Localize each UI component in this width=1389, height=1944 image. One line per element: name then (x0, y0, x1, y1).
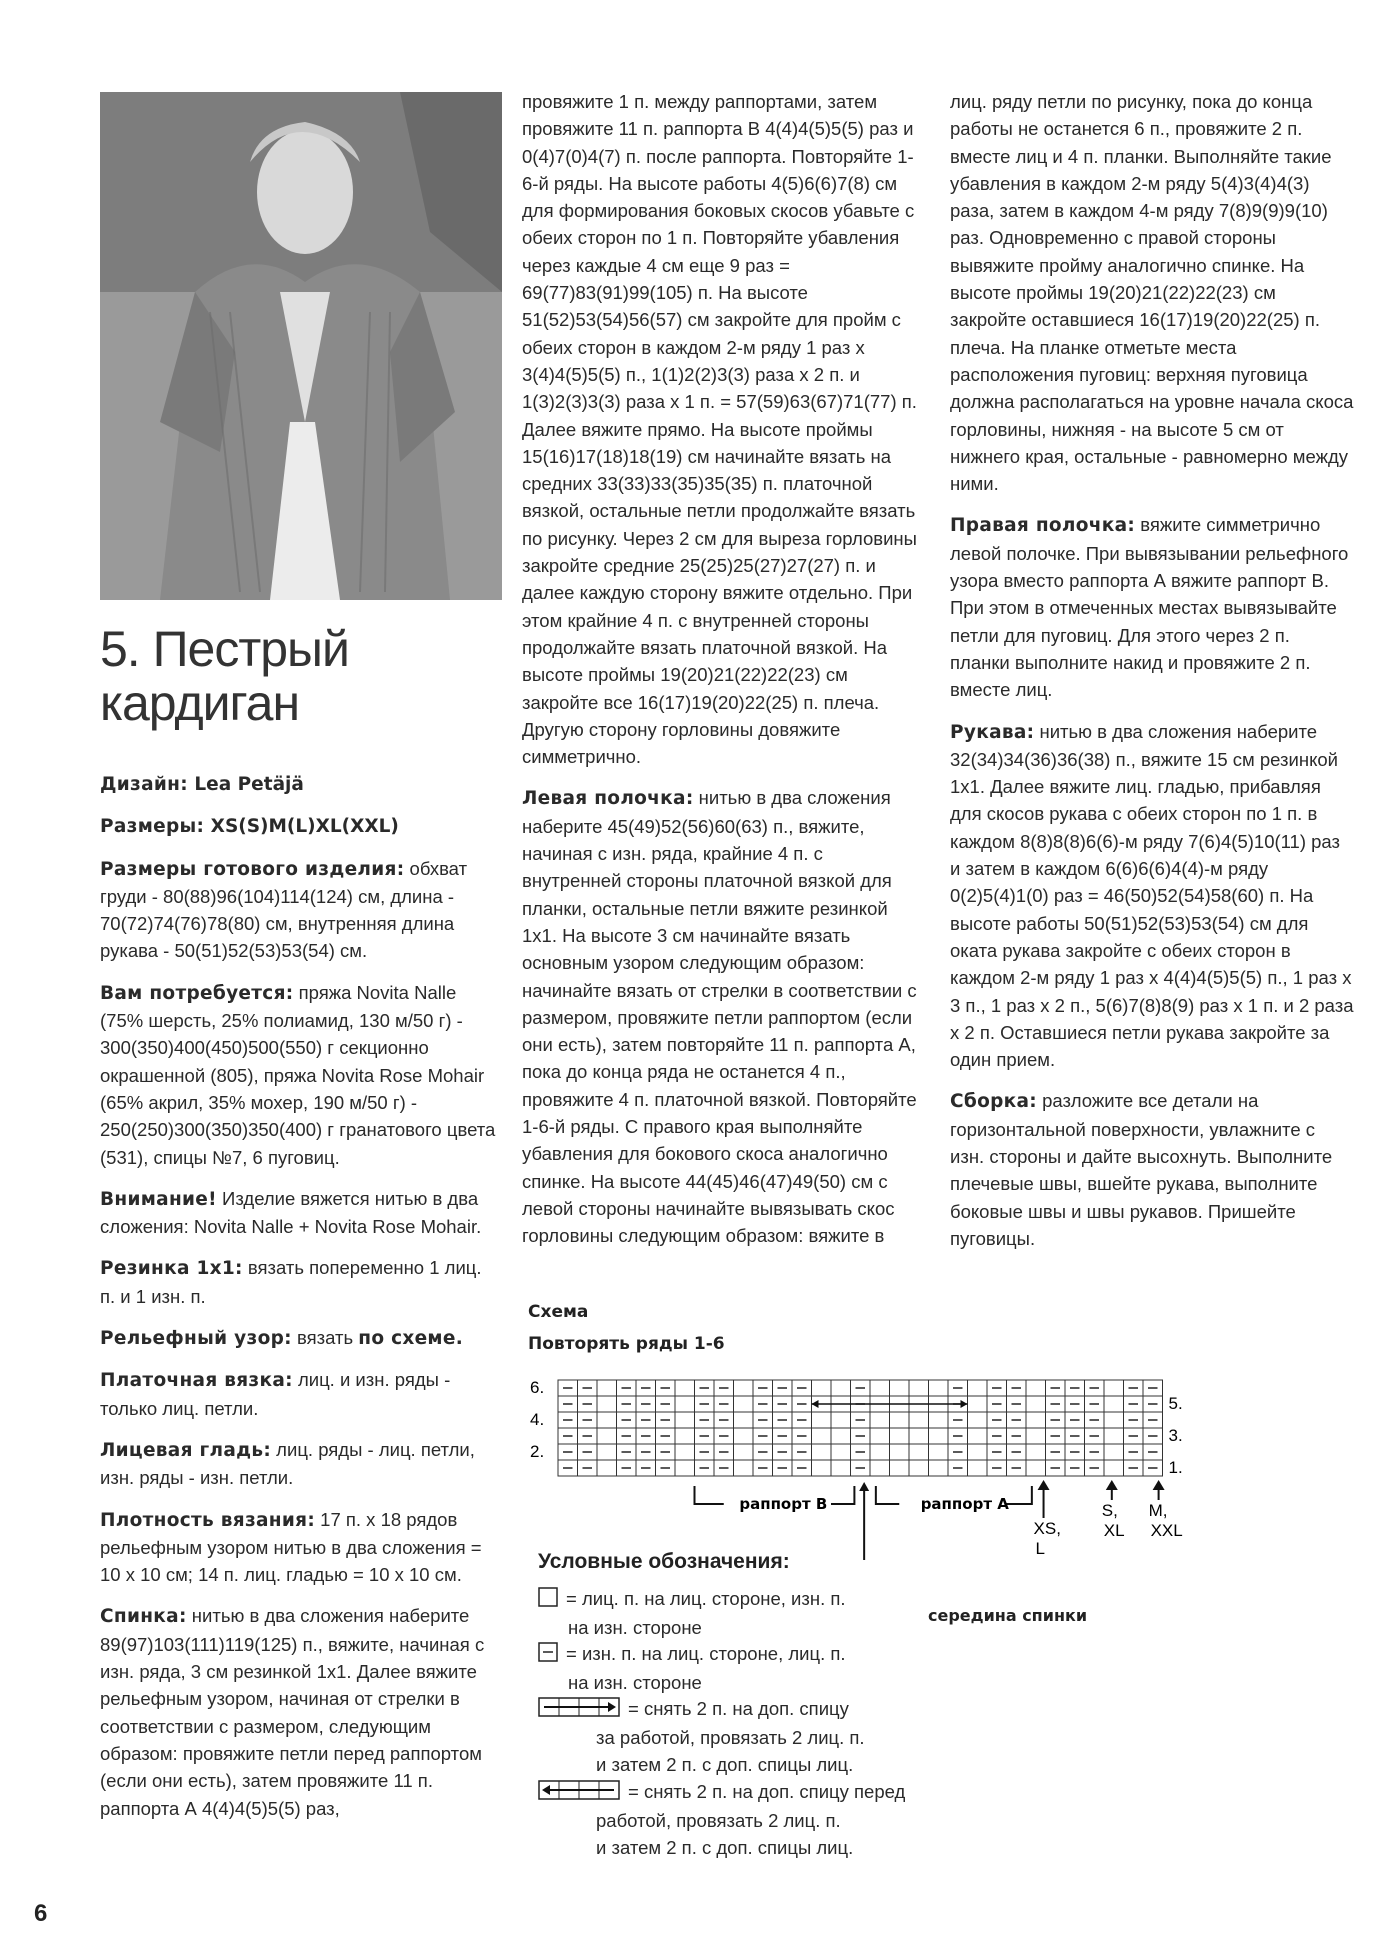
chart-cell (870, 1380, 890, 1396)
rapport-b-label: раппорт В (739, 1495, 828, 1513)
chart-cell (909, 1412, 929, 1428)
chart-cell (968, 1460, 988, 1476)
col2-paragraph (522, 88, 926, 770)
chart-cell (1026, 1460, 1046, 1476)
chart-cell (929, 1412, 949, 1428)
chart-cell (1104, 1428, 1124, 1444)
section-text: вяжите симметрично левой полочке. При вывязывании рельефного узора вместо раппорта А вяжите раппорт В. При этом в отмеченных местах вывязывайте петли для пуговиц. Для этого через 2 п. планки выполните накид и провяжите 2 п. вместе лиц. (950, 514, 1349, 701)
chart-cell (734, 1412, 754, 1428)
col1-paragraph (100, 1324, 500, 1352)
chart-cell (929, 1460, 949, 1476)
col3-paragraph (950, 1087, 1354, 1252)
size-label: XXL (1150, 1521, 1183, 1540)
col3-paragraph (950, 88, 1354, 497)
section-text: нитью в два сложения наберите 32(34)34(36)36(38) п., вяжите 15 см резинкой 1x1. Далее вяжите лиц. гладью, прибавляя для скосов рукава с обеих сторон по 1 п. в каждом 8(8)8(8)6(6)-м ряду 7(6)4(5)10(11) раз и затем в каждом 6(6)6(6)4(4)-м ряду 0(2)5(4)1(0) раз = 46(50)52(54)58(60) п. На высоте работы 50(51)52(53)53(54) см для оката рукава закройте с обеих сторон в каждом 2-м ряду 1 раз x 4(4)4(5)5(5) п., 1 раз x 3 п., 1 раз x 2 п., 5(6)7(8)8(9) раз x 1 п. и 2 раза x 2 п. Оставшиеся петли рукава закройте за один прием. (950, 720, 1354, 1071)
legend-text: работой, провязать 2 лиц. п. (596, 1809, 841, 1831)
col1-paragraph (100, 979, 500, 1171)
chart-cell (1104, 1380, 1124, 1396)
column-1 (100, 770, 500, 1836)
section-text: разложите все детали на горизонтальной поверхности, увлажните с изн. стороны и дайте высохнуть. Выполните плечевые швы, вшейте рукава, выполните боковые швы и швы рукавов. Пришейте пуговицы. (950, 1090, 1333, 1249)
chart-cell (597, 1396, 617, 1412)
chart-cell (1026, 1380, 1046, 1396)
section-text: лиц. ряду петли по рисунку, пока до конца работы не останется 6 п., провяжите 2 п. вместе лиц и 4 п. планки. Выполняйте такие убавления в каждом 2-м ряду 5(4)3(4)4(3) раза, затем в каждом 4-м ряду 7(8)9(9)9(10) раз. Одновременно с правой стороны вывяжите пройму аналогично спинке. На высоте проймы 19(20)21(22)22(23) см закройте оставшиеся 16(17)19(20)22(25) п. плеча. На планке отметьте места расположения пуговиц: верхняя пуговица должна располагаться на уровне начала скоса горловины, нижняя - на высоте 5 см от нижнего края, остальные - равномерно между ними. (950, 91, 1354, 495)
rapport-b-bracket (831, 1486, 854, 1504)
column-3 (950, 88, 1354, 1266)
section-text: лиц. и изн. ряды - только лиц. петли. (100, 1369, 451, 1419)
section-heading: Рукава: (950, 721, 1035, 743)
legend-text: = снять 2 п. на доп. спицу перед (628, 1781, 906, 1802)
legend-text: = снять 2 п. на доп. спицу (628, 1698, 849, 1719)
section-text: пряжа Novita Nalle (75% шерсть, 25% полиамид, 130 м/50 г) - 300(350)400(450)500(550) г секционно окрашенной (805), пряжа Novita Rose Mohair (65% акрил, 35% мохер, 190 м/50 г) - 250(250)300(350)350(400) г гранатового цвета (531), спицы №7, 6 пуговиц. (100, 981, 496, 1168)
legend-text: за работой, провязать 2 лиц. п. (596, 1726, 865, 1748)
section-text: нитью в два сложения наберите 45(49)52(56)60(63) п., вяжите, начиная с изн. ряда, крайние 4 п. с внутренней стороны платочной вязкой для планки, остальные петли вяжите резинкой 1x1. На высоте 3 см начинайте вязать основным узором следующим образом: начинайте вязать от стрелки в соответствии с размером, провяжите петли раппортом (если они есть), затем повторяйте 11 п. раппорта А, пока до конца ряда не останется 4 п., провяжите 4 п. платочной вязкой. Повторяйте 1-6-й ряды. С правого края выполняйте убавления для бокового скоса аналогично спинке. На высоте 44(45)46(47)49(50) см с левой стороны начинайте вывязывать скос горловины следующим образом: вяжите в (522, 787, 917, 1247)
section-heading: Рельефный узор: (100, 1328, 292, 1350)
chart-cell (597, 1460, 617, 1476)
chart-cell (675, 1380, 695, 1396)
chart-repeat-note: Повторять ряды 1-6 (528, 1334, 725, 1354)
row-label-right: 3. (1168, 1426, 1183, 1445)
size-label: XL (1103, 1521, 1125, 1540)
section-text: Изделие вяжется нитью в два сложения: Novita Nalle + Novita Rose Mohair. (100, 1187, 482, 1238)
back-center-label: середина спинки (928, 1606, 1088, 1625)
chart-cell (812, 1444, 832, 1460)
rapport-a-label: раппорт А (920, 1495, 1009, 1513)
section-heading: Платочная вязка: (100, 1370, 293, 1392)
center-arrow (859, 1482, 869, 1491)
col1-paragraph (100, 770, 500, 798)
section-heading: Резинка 1x1: (100, 1258, 243, 1280)
section-text: вязать (291, 1327, 359, 1349)
chart-cell (675, 1412, 695, 1428)
chart-cell (1104, 1460, 1124, 1476)
legend-item (538, 1695, 865, 1778)
chart-caption: Схема (528, 1302, 589, 1322)
legend-item (538, 1585, 846, 1641)
col1-paragraph (100, 1254, 500, 1310)
legend-text: = изн. п. на лиц. стороне, лиц. п. (566, 1643, 846, 1664)
chart-cell (1104, 1412, 1124, 1428)
section-heading: Размеры готового изделия: (100, 858, 405, 880)
chart-cell (1104, 1396, 1124, 1412)
section-heading: Вам потребуется: (100, 982, 294, 1004)
chart-cell (734, 1396, 754, 1412)
chart-cell (890, 1380, 910, 1396)
cable-right-icon (538, 1697, 620, 1724)
rapport-a-bracket (876, 1486, 899, 1504)
col1-paragraph (100, 1366, 500, 1422)
chart-cell (675, 1428, 695, 1444)
section-text: Lea Petäjä (187, 774, 304, 795)
col1-paragraph (100, 1506, 500, 1589)
chart-cell (968, 1380, 988, 1396)
size-label: XS, (1033, 1519, 1061, 1538)
section-heading: Дизайн: (100, 774, 188, 795)
legend-text: на изн. стороне (568, 1671, 702, 1693)
chart-cell (890, 1412, 910, 1428)
knitting-chart (520, 1360, 1360, 1560)
chart-cell (929, 1380, 949, 1396)
size-label: S, (1101, 1501, 1118, 1520)
chart-cell (870, 1444, 890, 1460)
section-heading: Правая полочка: (950, 515, 1136, 537)
page-number: 6 (34, 1900, 48, 1927)
col2-paragraph (522, 784, 926, 1249)
chart-cell (675, 1444, 695, 1460)
chart-cell (597, 1428, 617, 1444)
chart-cell (597, 1444, 617, 1460)
chart-cell (831, 1444, 851, 1460)
row-label-left: 2. (530, 1442, 545, 1461)
chart-cell (812, 1380, 832, 1396)
col1-paragraph (100, 855, 500, 965)
section-text: провяжите 1 п. между раппортами, затем провяжите 11 п. раппорта В 4(4)4(5)5(5) раз и 0(4)7(0)4(7) п. после раппорта. Повторяйте 1-6-й ряды. На высоте работы 4(5)6(6)7(8) см для формирования боковых скосов убавьте с обеих сторон по 1 п. Повторяйте убавления через каждые 4 см еще 9 раз = 69(77)83(91)99(105) п. На высоте 51(52)53(54)56(57) см закройте для пройм с обеих сторон в каждом 2-м ряду 1 раз x 3(4)4(5)5(5) п., 1(1)2(2)3(3) раза x 2 п. и 1(3)2(3)3(3) раза x 1 п. = 57(59)63(67)71(77) п. Далее вяжите прямо. На высоте проймы 15(16)17(18)18(19) см начинайте вязать на средних 33(33)33(35)35(35) п. платочной вязкой, остальные петли продолжайте вязать по рисунку. Через 2 см для выреза горловины закройте средние 25(25)25(27)27(27) п. и далее каждую сторону вяжите отдельно. При этом крайние 4 п. с внутренней стороны продолжайте вязать платочной вязкой. На высоте проймы 19(20)21(22)22(23) см закройте все 16(17)19(20)22(25) п. плеча. Другую сторону горловины довяжите симметрично. (522, 91, 917, 768)
legend-text: и затем 2 п. с доп. спицы лиц. (596, 1836, 854, 1858)
section-text: 17 п. x 18 рядов рельефным узором нитью в два сложения = 10 x 10 см; 14 п. лиц. гладью = 10 x 10 см. (100, 1508, 482, 1586)
size-arrow-head (1153, 1480, 1165, 1490)
chart-cell (831, 1412, 851, 1428)
chart-cell (870, 1428, 890, 1444)
size-arrow-head (1106, 1480, 1118, 1490)
section-heading: Спинка: (100, 1606, 187, 1628)
chart-cell (909, 1460, 929, 1476)
chart-cell (831, 1460, 851, 1476)
chart-cell (1026, 1412, 1046, 1428)
section-text: нитью в два сложения наберите 89(97)103(111)119(125) п., вяжите, начиная с изн. ряда, 3 см резинкой 1x1. Далее вяжите рельефным узором, начиная от стрелки в соответствии с размером, следующим образом: провяжите петли перед раппортом (если они есть), затем провяжите 11 п. раппорта А 4(4)4(5)5(5) раз, (100, 1605, 485, 1819)
title-line-2: кардиган (100, 675, 300, 731)
chart-cell (831, 1428, 851, 1444)
chart-cell (1026, 1444, 1046, 1460)
dash-square-icon (538, 1642, 558, 1669)
chart-cell (890, 1444, 910, 1460)
cardigan-photo (100, 92, 502, 600)
row-label-right: 1. (1168, 1458, 1183, 1477)
chart-cell (909, 1380, 929, 1396)
row-label-right: 5. (1168, 1394, 1183, 1413)
chart-cell (968, 1444, 988, 1460)
chart-cell (812, 1460, 832, 1476)
rapport-b-bracket (695, 1486, 724, 1504)
section-text: лиц. ряды - лиц. петли, изн. ряды - изн. петли. (100, 1438, 475, 1489)
section-text: XS(S)M(L)XL(XXL) (204, 816, 399, 838)
chart-cell (890, 1460, 910, 1476)
empty-square-icon (538, 1587, 558, 1614)
section-heading: Плотность вязания: (100, 1509, 316, 1531)
legend-item (538, 1640, 846, 1696)
page-title (100, 622, 349, 730)
row-label-left: 4. (530, 1410, 545, 1429)
chart-cell (734, 1380, 754, 1396)
chart-cell (1104, 1444, 1124, 1460)
legend-text: и затем 2 п. с доп. спицы лиц. (596, 1753, 854, 1775)
chart-cell (870, 1460, 890, 1476)
chart-cell (968, 1396, 988, 1412)
chart-cell (929, 1444, 949, 1460)
size-arrow-head (1038, 1480, 1050, 1490)
chart-cell (909, 1444, 929, 1460)
chart-cell (890, 1428, 910, 1444)
chart-cell (1026, 1396, 1046, 1412)
section-heading: Внимание! (100, 1188, 217, 1210)
section-heading: Лицевая гладь: (100, 1439, 272, 1461)
legend-text: на изн. стороне (568, 1616, 702, 1638)
chart-cell (734, 1428, 754, 1444)
cable-left-icon (538, 1780, 620, 1807)
chart-cell (734, 1444, 754, 1460)
chart-cell (597, 1380, 617, 1396)
chart-cell (812, 1428, 832, 1444)
chart-cell (909, 1428, 929, 1444)
section-heading: Сборка: (950, 1091, 1037, 1113)
size-label: M, (1148, 1501, 1168, 1520)
legend-text: = лиц. п. на лиц. стороне, изн. п. (566, 1588, 846, 1609)
section-emphasis: по схеме. (358, 1328, 464, 1350)
chart-cell (812, 1412, 832, 1428)
chart-cell (929, 1428, 949, 1444)
col1-paragraph (100, 1436, 500, 1492)
col1-paragraph (100, 812, 500, 840)
section-heading: Левая полочка: (522, 788, 694, 810)
col3-paragraph (950, 511, 1354, 703)
chart-cell (734, 1460, 754, 1476)
chart-cell (1026, 1428, 1046, 1444)
section-text: обхват груди - 80(88)96(104)114(124) см, длина - 70(72)74(76)78(80) см, внутренняя длина рукава - 50(51)52(53)53(54) см. (100, 857, 468, 962)
section-heading: Размеры: (100, 816, 205, 838)
col1-paragraph (100, 1602, 500, 1821)
title-line-1: 5. Пестрый (100, 621, 349, 677)
chart-cell (675, 1460, 695, 1476)
col3-paragraph (950, 718, 1354, 1074)
legend-item (538, 1778, 905, 1861)
chart-cell (597, 1412, 617, 1428)
chart-cell (675, 1396, 695, 1412)
section-text: вязать попеременно 1 лиц. п. и 1 изн. п. (100, 1257, 482, 1307)
chart-cell (968, 1412, 988, 1428)
chart-cell (831, 1380, 851, 1396)
size-label: L (1035, 1539, 1046, 1558)
chart-cell (968, 1428, 988, 1444)
legend-title: Условные обозначения: (538, 1550, 790, 1573)
chart-cell (870, 1412, 890, 1428)
column-2 (522, 88, 926, 1263)
row-label-left: 6. (530, 1378, 545, 1397)
rapport-a-bracket (1007, 1486, 1032, 1504)
col1-paragraph (100, 1185, 500, 1241)
